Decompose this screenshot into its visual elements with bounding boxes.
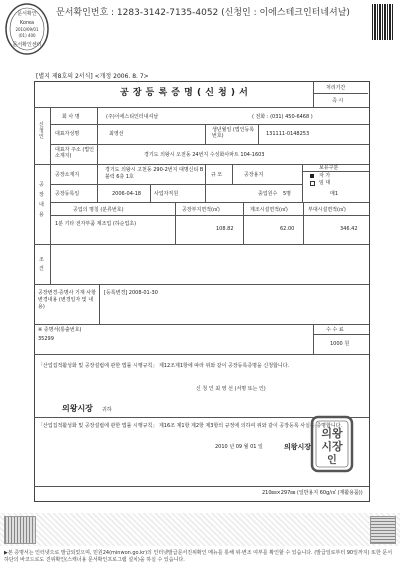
address-value: 경기도 의왕시 오전동 24번지 수성화사파트 104-1603 [144,152,265,158]
registration-date-value: 2006-04-18 [112,191,142,197]
processing-period-label: 처리기간 [326,85,346,91]
fee-label: 수 수 료 [326,327,344,333]
employees-label: 종업원수 [258,191,278,197]
application-statement: 「산업집적활성화 및 공장설립에 관한 법률 시행규칙」 제12조제1항에 따라 위와 같이 공장등록증명을 신청합니다. [38,363,290,369]
rented-checkbox [310,181,315,186]
issue-count-value: 35299 [38,336,54,342]
processing-period-value: 즉 시 [332,98,344,104]
owned-label: 자 가 [319,173,331,179]
stamp-mid-text: Korea [19,20,35,26]
owned-checkbox [310,174,314,178]
representative-value: 최영선 [109,131,124,137]
size-value: 공장용지 [244,172,264,178]
phone-value: ( 전화 : (031) 450-6468 ) [252,114,313,120]
fee-value: 1000 원 [330,341,350,347]
workers-label: 사업자직원 [154,191,179,197]
birth-id-label: 생년월일 (법인등록번호) [212,127,255,139]
location-value: 경기도 의왕시 고천동 290-2번지 대명신티 B블럭 6층 1호 [105,167,204,180]
issuer-name: 의왕시장 [284,443,312,451]
factory-section-label: 공장내용 [39,182,44,218]
stamp-date-text: 2010/09/01 [15,27,39,32]
employees-value: 5명 [283,191,292,197]
company-value: (주)이에스티인터내셔날 [106,114,159,120]
form-title: 공 장 등 록 증 명 ( 신 청 ) 서 [120,88,249,98]
stamp-num-text: (01) 400 [18,33,36,38]
stamp-bottom-text: 문서확인센터 [12,42,42,48]
col-build-header: 제조시설면적(㎡) [250,207,288,213]
addressee-suffix: 귀하 [102,407,112,413]
svg-text:의왕: 의왕 [321,427,343,440]
document-confirm-number: 문서확인번호 : 1283-3142-7135-4052 (신청인 : 이에스테크인터네셔날) [56,8,350,18]
security-mark [4,516,36,544]
location-label: 공장소재지 [55,172,80,178]
conditions-label: 조 건 [39,257,44,272]
col-site-header: 공장부지면적(㎡) [182,207,220,213]
form-number: [별지 제8호의 2서식] <개정 2006. 8. 7> [36,73,149,80]
applicant-section-label: 신청인 [39,122,44,140]
svg-text:인: 인 [327,455,337,466]
issue-date: 2010 년 09 월 01 일 [215,444,263,450]
security-pattern [0,513,400,546]
ownership-label: 보유구분 [319,165,339,171]
size-label: 규 모 [211,172,223,178]
col-total-header: 부대시설면적(㎡) [308,207,346,213]
paper-spec: 210㎜×297㎜ (일반용지 60g/㎡ (재활용품)) [262,490,363,496]
change-history-value: [등록변경] 2008-01-30 [104,290,158,296]
product-row-build: 62.00 [280,226,295,232]
company-label: 회 사 명 [62,114,80,120]
col-product-header: 공업의 명칭 (분류번호) [73,207,124,213]
applicant-signature: 신 청 인 최 영 선 (서명 또는 인) [196,386,266,392]
confirmation-stamp [4,2,50,56]
misc-value: 매1 [330,191,339,197]
svg-text:시장: 시장 [321,440,343,453]
product-row-site: 108.82 [216,226,234,232]
addressee: 의왕시장 [62,404,93,413]
registration-date-label: 공장등록일 [55,191,80,197]
representative-label: 대표자성명 [55,131,80,137]
verification-notice: ▶본 증명서는 인터넷으로 발급되었으며, 민원24(minwon.go.kr)의 인터넷발급문서진위확인 메뉴를 통해 위·변조 여부를 확인할 수 있습니다. (발급일로부터 90일까지) 또한 문서하단의 바코드로도 진위확인(스캐너용 문서확인프로그램 설치)을 하실 수 있습니다. [4,550,393,563]
issue-count-label: ※ 증명서(통출번호) [38,327,82,333]
certification-statement: 「산업집적활성화 및 공장설립에 관한 법률 시행규칙」 제16조 제1항 제2항 제3항의 규정에 의하여 위와 같이 공장등록 사실을 증명합니다. [38,423,343,429]
address-label: 대표자 주소 (법인소재지) [55,147,94,159]
birth-id-value: 131111-0148253 [266,131,310,137]
rented-label: 임 대 [319,180,331,186]
stamp-top-text: 문서확인 [17,11,37,17]
change-history-label: 공장변경·증명사 기재 사항 변경내용 (변경일자 및 내용) [38,290,96,310]
product-row-name: 1분 기타 전자부품 제조업 (하순업초) [55,221,137,227]
official-seal [310,415,354,473]
barcode-image [372,4,394,40]
security-mark-right [370,516,396,544]
product-row-total: 346.42 [340,226,358,232]
